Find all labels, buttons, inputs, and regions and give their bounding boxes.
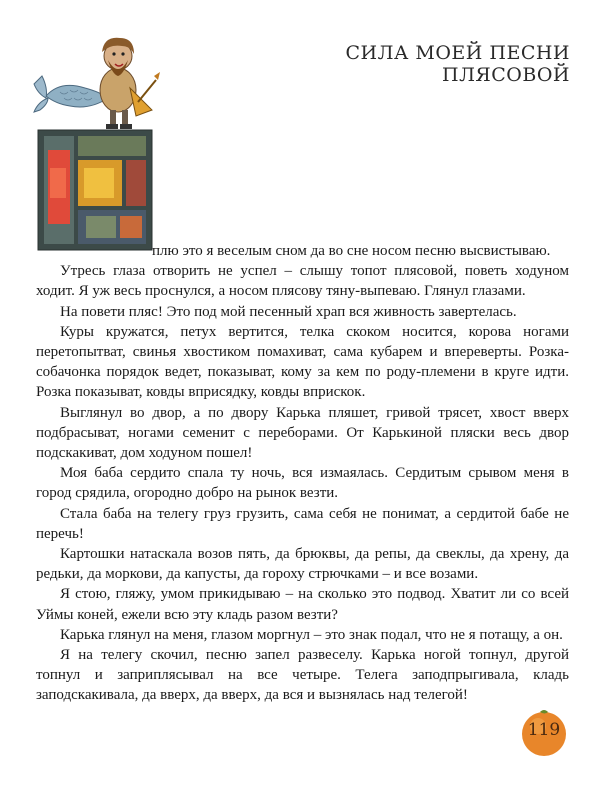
mermaid-illustration — [30, 18, 160, 254]
page-number-badge — [518, 706, 570, 758]
paragraph: Стала баба на телегу груз грузить, сама себя не понимат, а сердитой бабе не перечь! — [36, 505, 569, 542]
paragraph: Я на телегу скочил, песню запел развеселу. Карька ногой топнул, другой топнул и заприплясывал на все четыре. Телега заподпрыгивала, кладь заподскакивала, да вверх, да вверх, да вся и вызнялась над телегой! — [36, 647, 569, 704]
paragraph: Утресь глаза отворить не успел – слышу топот плясовой, поветь ходуном ходит. Я уж весь проснулся, а носом плясову тяну-выпеваю. Глянул глазами. — [36, 263, 569, 300]
paragraph: Моя баба сердито спала ту ночь, вся измаялась. Сердитым срывом меня в город срядила, огородно добро на рынок везти. — [36, 465, 569, 502]
page-number: 119 — [527, 720, 561, 740]
paragraph: На повети пляс! Это под мой песенный храп вся живность завертелась. — [60, 303, 517, 320]
paragraph: Я стою, гляжу, умом прикидываю – на сколько это подвод. Хватит ли со всей Уймы коней, ежели всю эту кладь разом везти? — [36, 586, 569, 623]
page-header-title: СИЛА МОЕЙ ПЕСНИ ПЛЯСОВОЙ — [345, 42, 570, 86]
paragraph: плю это я веселым сном да во сне носом песню высвистываю. — [152, 243, 551, 259]
body-text — [36, 241, 569, 706]
paragraph: Выглянул во двор, а по двору Карька пляшет, гривой трясет, хвост вверх подбрасыват, ногами семенит с переборами. От Карькиной пляски весь двор подскакиват, дом ходуном пошел! — [36, 404, 569, 462]
paragraph: Карька глянул на меня, глазом моргнул – это знак подал, что не я потащу, а он. — [60, 626, 563, 643]
paragraph: Картошки натаскала возов пять, да брюквы, да репы, да свеклы, да хрену, да редьки, да моркови, да капусты, да гороху стрючками – и все возами. — [36, 546, 569, 583]
paragraph: Куры кружатся, петух вертится, телка скоком носится, корова ногами перетопытват, свинья хвостиком помахиват, сама кубарем и впереверты. Розка-собачонка порядок ведет, показыват, кому за кем по роду-племени в круге идти. Розка показыват, ковды вприсядку, ковды вприскок. — [36, 323, 569, 401]
